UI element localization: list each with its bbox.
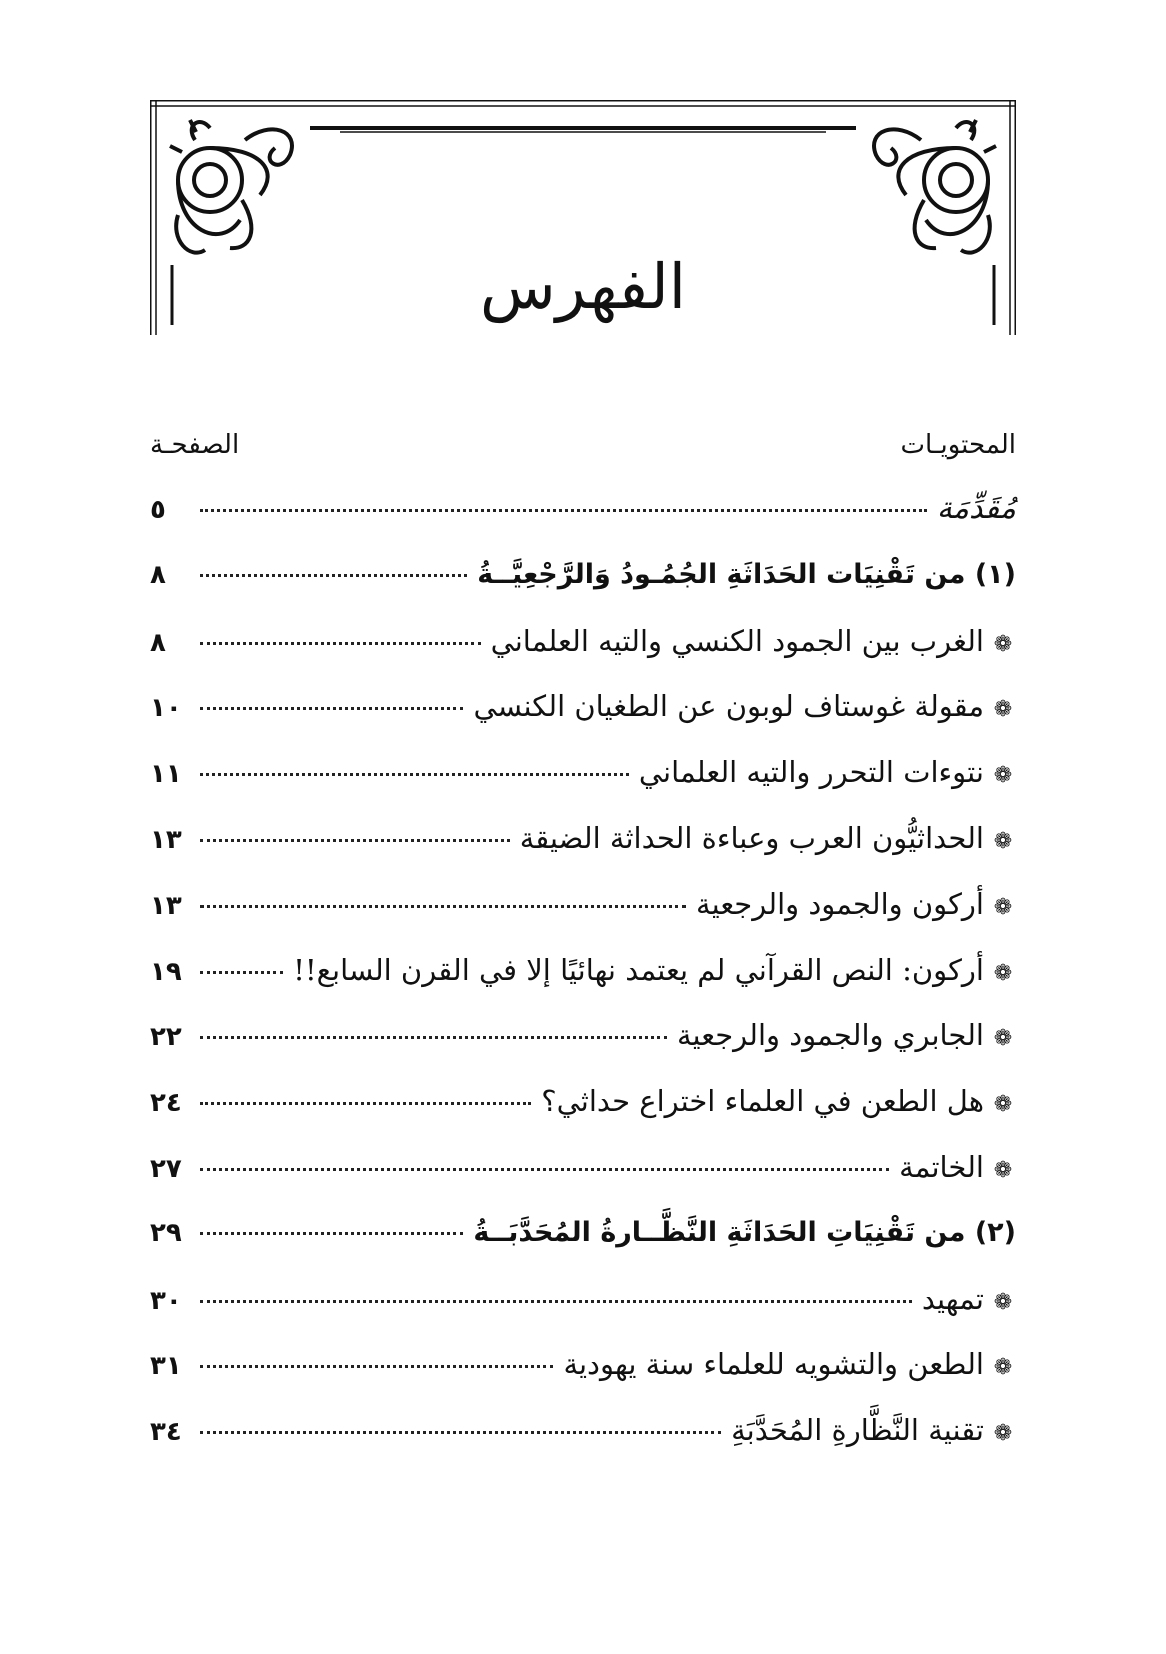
toc-entry-label: الجابري والجمود والرجعية <box>676 1018 984 1053</box>
toc-entry-label: (٢) من تَقْنِيَاتِ الحَدَاثَةِ النَّظَّــارةُ المُحَدَّبَــةُ <box>473 1216 1016 1248</box>
dot-leader <box>200 642 481 645</box>
flower-bullet-icon: ❁ <box>993 1092 1013 1118</box>
toc-entry-page-number: ١٩ <box>150 956 182 987</box>
toc-entry-label: تمهيد <box>921 1281 984 1316</box>
toc-entry-page-number: ٥ <box>150 495 166 525</box>
toc-entry-label: مُقَدِّمَة <box>936 491 1016 526</box>
toc-entry-label: الغرب بين الجمود الكنسي والتيه العلماني <box>490 623 984 658</box>
toc-entry[interactable] <box>150 738 1016 804</box>
toc-entry-page-number: ١١ <box>150 759 182 790</box>
toc-entry[interactable] <box>150 1396 1016 1462</box>
flower-bullet-icon: ❁ <box>993 697 1013 723</box>
toc-entry[interactable] <box>150 1067 1016 1133</box>
dot-leader <box>200 574 467 577</box>
flower-bullet-icon: ❁ <box>993 1026 1013 1052</box>
toc-entry-page-number: ١٣ <box>150 890 182 921</box>
dot-leader <box>200 1431 721 1434</box>
table-of-contents <box>150 475 1016 1462</box>
toc-entry-label: الحداثيُّون العرب وعباءة الحداثة الضيقة <box>519 820 984 855</box>
flower-bullet-icon: ❁ <box>993 1289 1013 1315</box>
flower-bullet-icon: ❁ <box>993 960 1013 986</box>
toc-entry-page-number: ١٣ <box>150 824 182 855</box>
page-title: الفهرس <box>480 250 686 323</box>
page-header: الصفحـة <box>150 430 240 460</box>
toc-entry[interactable] <box>150 1001 1016 1067</box>
dot-leader <box>200 1300 912 1303</box>
toc-entry-label: هل الطعن في العلماء اختراع حداثي؟ <box>541 1084 984 1119</box>
dot-leader <box>200 1168 889 1171</box>
toc-entry[interactable] <box>150 672 1016 738</box>
toc-entry[interactable] <box>150 1265 1016 1331</box>
toc-entry[interactable] <box>150 607 1016 673</box>
toc-entry-page-number: ٣١ <box>150 1351 182 1382</box>
toc-entry-label: أركون: النص القرآني لم يعتمد نهائيًا إلا في القرن السابع!! <box>293 952 984 987</box>
toc-entry-label: تقنية النَّظَّارةِ المُحَدَّبَةِ <box>731 1413 984 1448</box>
toc-entry[interactable] <box>150 804 1016 870</box>
toc-entry[interactable] <box>150 936 1016 1002</box>
toc-entry-page-number: ٢٤ <box>150 1088 182 1119</box>
toc-entry-page-number: ٨ <box>150 559 166 590</box>
dot-leader <box>200 971 283 974</box>
flower-bullet-icon: ❁ <box>993 1157 1013 1183</box>
dot-leader <box>200 1365 553 1368</box>
flower-bullet-icon: ❁ <box>993 1355 1013 1381</box>
toc-entry-page-number: ٢٧ <box>150 1153 182 1184</box>
toc-entry-page-number: ٣٠ <box>150 1285 182 1316</box>
dot-leader <box>200 905 686 908</box>
toc-entry[interactable] <box>150 870 1016 936</box>
toc-entry-label: الخاتمة <box>899 1149 984 1184</box>
toc-entry-page-number: ٢٢ <box>150 1022 182 1053</box>
toc-entry-page-number: ١٠ <box>150 693 182 724</box>
toc-entry-page-number: ٣٤ <box>150 1417 182 1448</box>
dot-leader <box>200 1102 531 1105</box>
toc-entry[interactable] <box>150 1199 1016 1265</box>
flower-bullet-icon: ❁ <box>993 631 1013 657</box>
dot-leader <box>200 509 927 512</box>
toc-entry[interactable] <box>150 1133 1016 1199</box>
toc-entry-label: الطعن والتشويه للعلماء سنة يهودية <box>563 1347 984 1382</box>
flower-bullet-icon: ❁ <box>993 1421 1013 1447</box>
flower-bullet-icon: ❁ <box>993 763 1013 789</box>
dot-leader <box>200 1232 463 1235</box>
toc-entry-label: مقولة غوستاف لوبون عن الطغيان الكنسي <box>473 689 984 724</box>
dot-leader <box>200 839 510 842</box>
toc-entry[interactable] <box>150 475 1016 541</box>
toc-entry-label: نتوءات التحرر والتيه العلماني <box>638 755 984 790</box>
left-corner-ornament <box>170 120 292 253</box>
dot-leader <box>200 773 629 776</box>
flower-bullet-icon: ❁ <box>993 894 1013 920</box>
dot-leader <box>200 1036 667 1039</box>
toc-entry-label: (١) من تَقْنِيَات الحَدَاثَةِ الجُمُـودُ وَالرَّجْعِيَّــةُ <box>477 558 1016 590</box>
toc-entry-page-number: ٢٩ <box>150 1217 182 1248</box>
toc-entry[interactable] <box>150 1330 1016 1396</box>
contents-header: المحتويـات <box>900 430 1016 460</box>
flower-bullet-icon: ❁ <box>993 828 1013 854</box>
right-corner-ornament <box>874 120 996 253</box>
toc-entry[interactable] <box>150 541 1016 607</box>
toc-entry-page-number: ٨ <box>150 627 166 658</box>
toc-column-headers <box>150 430 1016 470</box>
toc-entry-label: أركون والجمود والرجعية <box>696 886 984 921</box>
dot-leader <box>200 707 463 710</box>
